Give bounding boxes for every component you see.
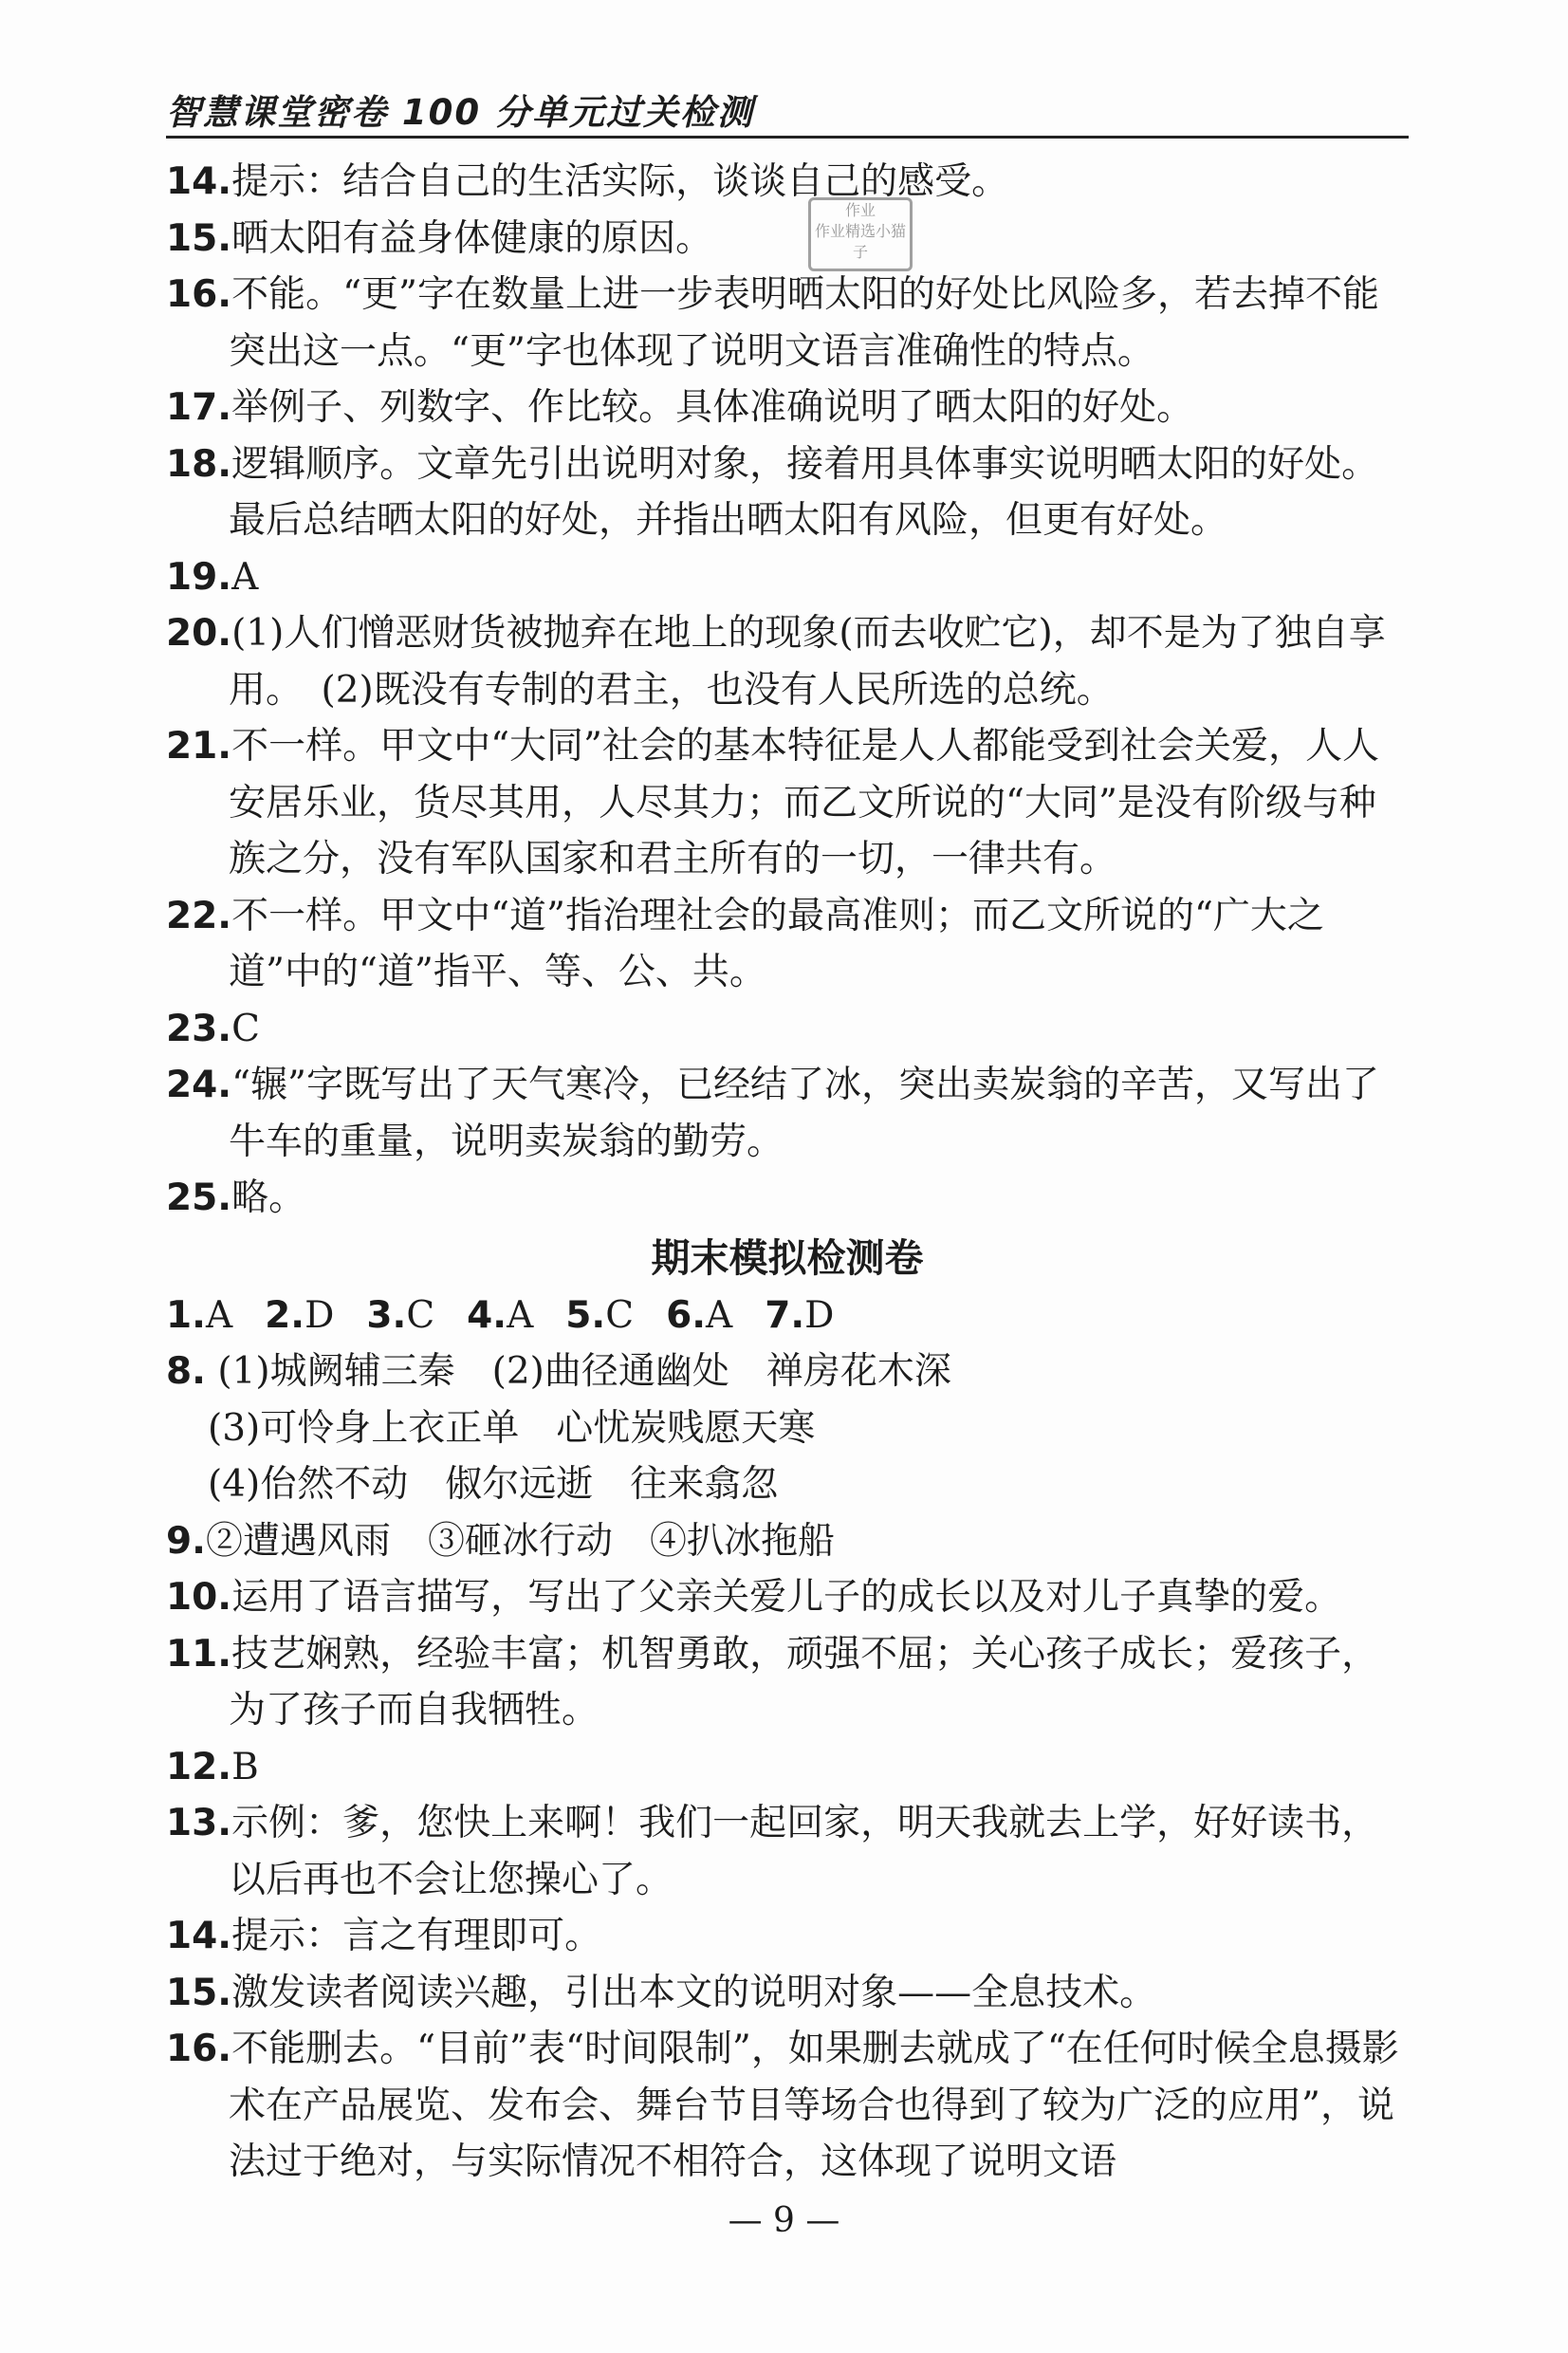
answer-text: B xyxy=(231,1745,259,1788)
question-number: 4. xyxy=(467,1293,507,1337)
answer-text: 不能删去。“目前”表“时间限制”，如果删去就成了“在任何时候全息摄影术在产品展览、发布会、舞台节目等场合也得到了较为广泛的应用”，说法过于绝对，与实际情况不相符合，这体现了说明文语 xyxy=(229,2028,1399,2183)
answer-text: ②遭遇风雨 ③砸冰行动 ④扒冰拖船 xyxy=(205,1519,835,1563)
mc-answer xyxy=(467,1288,533,1344)
question-number: 3. xyxy=(366,1293,407,1337)
answer-item xyxy=(166,718,1409,888)
answer-content xyxy=(166,154,1409,2191)
question-number: 22. xyxy=(166,894,232,937)
question-number: 15. xyxy=(166,1971,232,2014)
q8-line-1: (1)城阙辅三秦 (2)曲径通幽处 禅房花木深 xyxy=(217,1350,951,1393)
question-number: 9. xyxy=(166,1519,206,1563)
answer-text: “辗”字既写出了天气寒冷，已经结了冰，突出卖炭翁的辛苦，又写出了牛车的重量，说明卖炭翁的勤劳。 xyxy=(229,1064,1379,1163)
answer-item xyxy=(166,888,1409,1001)
mc-answer xyxy=(166,1288,232,1344)
answer-item xyxy=(166,1513,1409,1570)
page-number: — 9 — xyxy=(728,2201,840,2240)
final-exam-answers xyxy=(166,1513,1409,2191)
answer-text: A xyxy=(231,555,259,599)
q8-line-2: (3)可怜身上衣正单 心忧炭贱愿天寒 xyxy=(208,1406,816,1450)
answer-text: 不能。“更”字在数量上进一步表明晒太阳的好处比风险多，若去掉不能突出这一点。“更”字也体现了说明文语言准确性的特点。 xyxy=(229,273,1379,373)
header-title: 智慧课堂密卷 100 分单元过关检测 xyxy=(166,92,754,133)
mc-answer xyxy=(666,1288,732,1344)
question-number: 7. xyxy=(765,1293,805,1337)
question-number: 15. xyxy=(166,216,232,260)
mc-answer xyxy=(265,1288,334,1344)
answer-text: 逻辑顺序。文章先引出说明对象，接着用具体事实说明晒太阳的好处。最后总结晒太阳的好处，并指出晒太阳有风险，但更有好处。 xyxy=(229,442,1379,542)
answer-item xyxy=(166,380,1409,436)
answer-item xyxy=(166,1739,1409,1796)
mc-answer-letter: A xyxy=(205,1293,233,1337)
stamp-line-2: 作业精选小猫子 xyxy=(814,222,906,261)
question-number: 24. xyxy=(166,1064,232,1106)
question-number: 2. xyxy=(265,1293,305,1337)
mc-answer xyxy=(765,1288,834,1344)
question-number: 8. xyxy=(166,1350,206,1393)
answer-item xyxy=(166,267,1409,380)
unit-answers xyxy=(166,154,1409,1227)
answer-text: 不一样。甲文中“道”指治理社会的最高准则；而乙文所说的“广大之道”中的“道”指平、等、公、共。 xyxy=(229,894,1324,993)
mc-answer-letter: C xyxy=(605,1293,635,1337)
answer-item xyxy=(166,2021,1409,2191)
answer-item xyxy=(166,1965,1409,2022)
answer-text: 略。 xyxy=(231,1176,306,1219)
question-number: 20. xyxy=(166,612,232,655)
mc-answer xyxy=(366,1288,434,1344)
question-number: 1. xyxy=(166,1293,206,1337)
header-rule xyxy=(166,136,1409,139)
mc-answer-letter: A xyxy=(706,1293,733,1337)
question-number: 5. xyxy=(565,1293,606,1337)
answer-text: 运用了语言描写，写出了父亲关爱儿子的成长以及对儿子真挚的爱。 xyxy=(231,1576,1342,1619)
page-header xyxy=(166,83,1409,133)
multiple-choice-answers xyxy=(166,1288,1409,1344)
mc-answer xyxy=(565,1288,634,1344)
answer-text: 晒太阳有益身体健康的原因。 xyxy=(231,216,713,260)
question-number: 17. xyxy=(166,386,232,429)
question-8 xyxy=(166,1343,1409,1513)
answer-text: 激发读者阅读兴趣，引出本文的说明对象——全息技术。 xyxy=(231,1971,1157,2014)
answer-item xyxy=(166,436,1409,549)
answer-item xyxy=(166,1569,1409,1626)
answer-item xyxy=(166,1170,1409,1227)
answer-item xyxy=(166,1001,1409,1058)
question-number: 23. xyxy=(166,1007,232,1050)
answer-item xyxy=(166,154,1409,211)
question-number: 18. xyxy=(166,442,232,486)
section-title: 期末模拟检测卷 xyxy=(651,1234,924,1281)
stamp-line-1: 作业 xyxy=(844,201,876,219)
question-number: 14. xyxy=(166,160,232,203)
answer-text: 举例子、列数字、作比较。具体准确说明了晒太阳的好处。 xyxy=(231,386,1194,429)
question-number: 14. xyxy=(166,1915,232,1957)
answer-text: (1)人们憎恶财货被抛弃在地上的现象(而去收贮它)，却不是为了独自享用。 (2)既没有专制的君主，也没有人民所选的总统。 xyxy=(229,612,1386,712)
answer-item xyxy=(166,1057,1409,1170)
mc-answer-letter: C xyxy=(406,1293,435,1337)
mc-answer-letter: D xyxy=(304,1293,335,1337)
answer-text: 技艺娴熟，经验丰富；机智勇敢，顽强不屈；关心孩子成长；爱孩子，为了孩子而自我牺牲。 xyxy=(229,1632,1379,1732)
answer-item xyxy=(166,605,1409,718)
answer-item xyxy=(166,1626,1409,1739)
question-number: 19. xyxy=(166,555,232,599)
mc-answer-letter: D xyxy=(804,1293,835,1337)
q8-line-3: (4)佁然不动 俶尔远逝 往来翕忽 xyxy=(208,1463,779,1506)
answer-text: 提示：言之有理即可。 xyxy=(231,1915,602,1957)
answer-item xyxy=(166,1795,1409,1908)
question-number: 6. xyxy=(666,1293,707,1337)
answer-text: C xyxy=(231,1007,260,1050)
question-number: 21. xyxy=(166,725,232,768)
question-number: 11. xyxy=(166,1632,232,1676)
answer-item xyxy=(166,211,1409,268)
question-number: 16. xyxy=(166,273,232,316)
answer-item xyxy=(166,549,1409,606)
answer-item xyxy=(166,1908,1409,1965)
question-number: 10. xyxy=(166,1576,232,1619)
question-number: 25. xyxy=(166,1176,232,1219)
question-number: 12. xyxy=(166,1745,232,1788)
question-number: 16. xyxy=(166,2028,232,2070)
answer-text: 示例：爹，您快上来啊！我们一起回家，明天我就去上学，好好读书，以后再也不会让您操心了。 xyxy=(229,1802,1379,1901)
mc-answer-letter: A xyxy=(507,1293,534,1337)
answer-text: 提示：结合自己的生活实际，谈谈自己的感受。 xyxy=(231,160,1009,203)
question-number: 13. xyxy=(166,1802,232,1844)
answer-text: 不一样。甲文中“大同”社会的基本特征是人人都能受到社会关爱，人人安居乐业，货尽其用，人尽其力；而乙文所说的“大同”是没有阶级与种族之分，没有军队国家和君主所有的一切，一律共有。 xyxy=(229,725,1379,880)
